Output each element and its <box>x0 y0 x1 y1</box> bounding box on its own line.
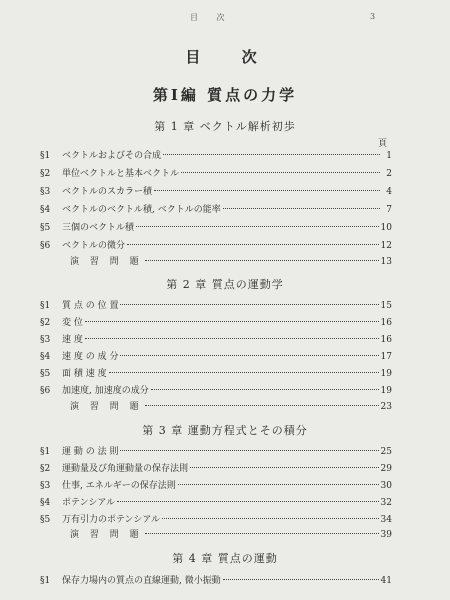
section-number: §2 <box>40 169 51 179</box>
chapter-title: 第 4 章 質点の運動 <box>172 552 278 565</box>
toc-entry[interactable] <box>40 332 392 346</box>
dot-leader <box>120 450 378 451</box>
dot-leader <box>190 467 379 468</box>
dot-leader <box>145 405 379 406</box>
toc-entry[interactable] <box>40 444 392 458</box>
entry-label: 速 度 <box>62 335 83 345</box>
toc-entry[interactable] <box>40 512 392 526</box>
section-number: §1 <box>40 301 51 311</box>
toc-entry[interactable] <box>40 495 392 509</box>
section-number: §1 <box>40 447 51 457</box>
toc-entry-exercises[interactable] <box>40 254 392 268</box>
page-title: 目 次 <box>185 48 275 66</box>
section-number: §1 <box>40 576 51 586</box>
entry-label: 質 点 の 位 置 <box>62 301 119 311</box>
entry-label: ベクトルのベクトル積, ベクトルの能率 <box>62 205 221 215</box>
section-number: §3 <box>40 187 51 197</box>
toc-entry[interactable] <box>40 298 392 312</box>
entry-page: 17 <box>380 352 392 362</box>
toc-entry-exercises[interactable] <box>40 527 392 541</box>
entry-page: 10 <box>380 223 392 233</box>
toc-entry[interactable] <box>40 148 392 162</box>
entry-page: 30 <box>380 481 392 491</box>
entry-label: 演 習 問 題 <box>70 530 143 540</box>
chapter-title: 第 2 章 質点の運動学 <box>166 278 284 291</box>
entry-label: 三個のベクトル積 <box>62 223 135 233</box>
entry-page: 19 <box>380 369 392 379</box>
chapter-title: 第 1 章 ベクトル解析初歩 <box>154 120 296 133</box>
dot-leader <box>145 260 379 261</box>
dot-leader <box>178 484 379 485</box>
dot-leader <box>223 208 380 209</box>
section-number: §2 <box>40 318 51 328</box>
page-column-label: 頁 <box>378 139 388 149</box>
toc-entry[interactable] <box>40 573 392 587</box>
entry-page: 2 <box>386 169 392 179</box>
entry-page: 29 <box>380 464 392 474</box>
entry-label: 加速度, 加速度の成分 <box>62 386 149 396</box>
entry-page: 23 <box>380 402 392 412</box>
entry-label: 単位ベクトルと基本ベクトル <box>62 169 180 179</box>
dot-leader <box>120 355 378 356</box>
entry-label: 運動量及び角運動量の保存法則 <box>62 464 189 474</box>
dot-leader <box>127 244 379 245</box>
toc-entry[interactable] <box>40 349 392 363</box>
entry-page: 39 <box>380 530 392 540</box>
dot-leader <box>154 190 380 191</box>
toc-entry[interactable] <box>40 238 392 252</box>
entry-page: 16 <box>380 335 392 345</box>
entry-label: ベクトルの微分 <box>62 241 126 251</box>
section-number: §4 <box>40 205 51 215</box>
entry-page: 1 <box>386 151 392 161</box>
toc-entry[interactable] <box>40 315 392 329</box>
entry-label: 演 習 問 題 <box>70 257 143 267</box>
running-header <box>0 12 450 26</box>
section-number: §3 <box>40 335 51 345</box>
section-number: §3 <box>40 481 51 491</box>
toc-entry[interactable] <box>40 202 392 216</box>
entry-page: 13 <box>380 257 392 267</box>
entry-label: 万有引力のポテンシアル <box>62 515 160 525</box>
section-number: §4 <box>40 352 51 362</box>
section-number: §5 <box>40 369 51 379</box>
entry-label: 演 習 問 題 <box>70 402 143 412</box>
entry-label: ポテンシアル <box>62 498 115 508</box>
chapter-title: 第 3 章 運動方程式とその積分 <box>142 424 308 437</box>
entry-label: 変 位 <box>62 318 83 328</box>
entry-label: 速 度 の 成 分 <box>62 352 119 362</box>
entry-label: 面 積 速 度 <box>62 369 107 379</box>
entry-page: 12 <box>380 241 392 251</box>
toc-entry[interactable] <box>40 220 392 234</box>
entry-page: 25 <box>380 447 392 457</box>
entry-page: 19 <box>380 386 392 396</box>
entry-label: 保存力場内の質点の直線運動, 微小振動 <box>62 576 221 586</box>
dot-leader <box>162 518 379 519</box>
entry-label: 仕事, エネルギーの保存法則 <box>62 481 176 491</box>
dot-leader <box>136 226 379 227</box>
section-number: §6 <box>40 241 51 251</box>
dot-leader <box>223 579 379 580</box>
dot-leader <box>145 533 379 534</box>
toc-entry[interactable] <box>40 166 392 180</box>
entry-page: 16 <box>380 318 392 328</box>
entry-page: 7 <box>386 205 392 215</box>
section-number: §4 <box>40 498 51 508</box>
dot-leader <box>151 389 379 390</box>
dot-leader <box>181 172 380 173</box>
dot-leader <box>120 304 378 305</box>
section-number: §2 <box>40 464 51 474</box>
dot-leader <box>109 372 379 373</box>
toc-entry-exercises[interactable] <box>40 399 392 413</box>
dot-leader <box>85 321 379 322</box>
section-number: §5 <box>40 223 51 233</box>
toc-entry[interactable] <box>40 383 392 397</box>
entry-label: ベクトルおよびその合成 <box>62 151 162 161</box>
dot-leader <box>117 501 379 502</box>
toc-entry[interactable] <box>40 461 392 475</box>
entry-page: 41 <box>380 576 392 586</box>
entry-label: ベクトルのスカラー積 <box>62 187 153 197</box>
running-title: 目 次 <box>190 13 233 22</box>
entry-page: 15 <box>380 301 392 311</box>
entry-page: 4 <box>386 187 392 197</box>
toc-entry[interactable] <box>40 366 392 380</box>
dot-leader <box>163 154 380 155</box>
page-number: 3 <box>370 12 376 21</box>
entry-label: 運 動 の 法 則 <box>62 447 119 457</box>
section-number: §6 <box>40 386 51 396</box>
section-number: §1 <box>40 151 51 161</box>
part-title: 第Ⅰ編 質点の力学 <box>152 86 298 104</box>
toc-entry[interactable] <box>40 184 392 198</box>
toc-entry[interactable] <box>40 478 392 492</box>
entry-page: 32 <box>380 498 392 508</box>
dot-leader <box>85 338 379 339</box>
section-number: §5 <box>40 515 51 525</box>
entry-page: 34 <box>380 515 392 525</box>
